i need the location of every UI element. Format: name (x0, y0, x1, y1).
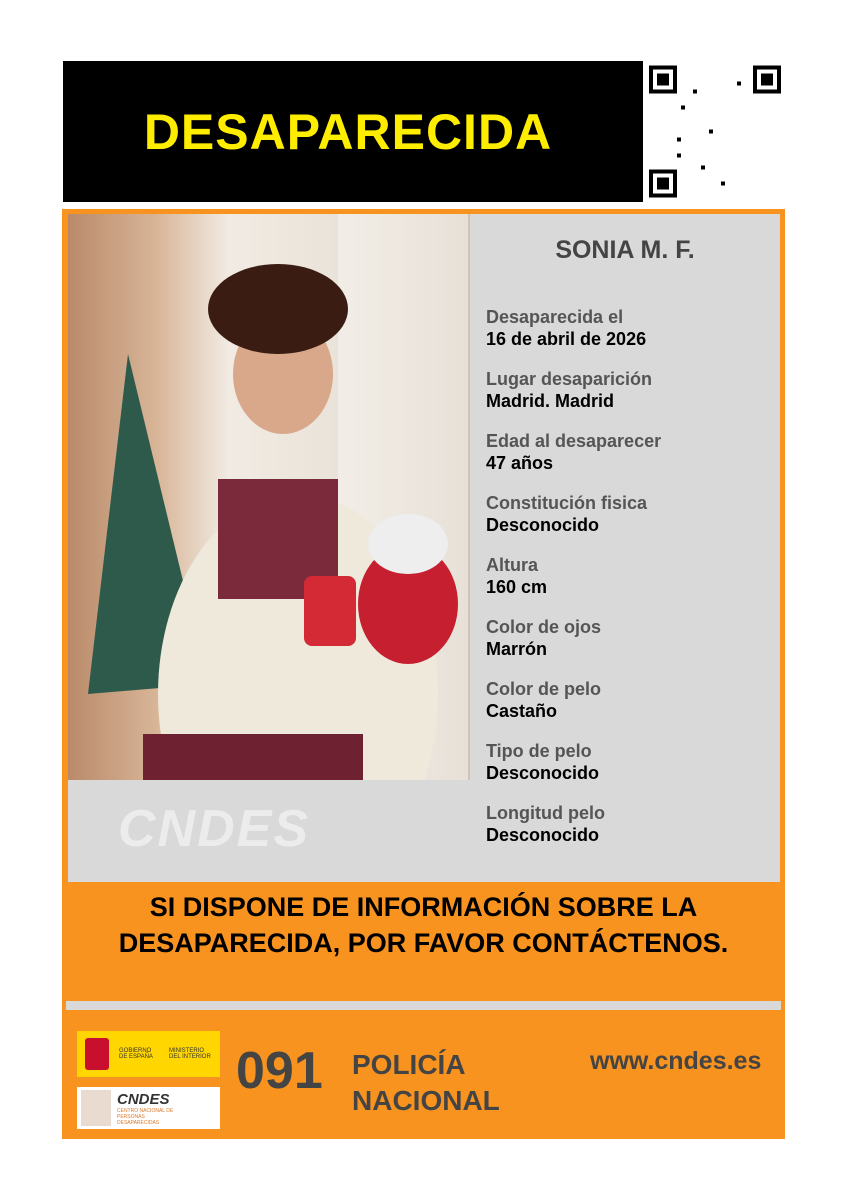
detail-value: 16 de abril de 2026 (486, 329, 647, 349)
person-name: SONIA M. F. (555, 236, 695, 264)
detail-label: Constitución fisica (486, 493, 648, 513)
detail-label: Color de ojos (486, 617, 602, 637)
detail-value: Marrón (486, 639, 548, 659)
detail-label: Desaparecida el (486, 307, 624, 327)
cndes-watermark: CNDES (118, 800, 311, 858)
qr-code-icon (649, 65, 781, 198)
poster-frame (62, 209, 785, 1139)
detail-value: 160 cm (486, 577, 548, 597)
title: DESAPARECIDA (143, 103, 553, 160)
detail-label: Color de pelo (486, 679, 602, 699)
detail-label: Altura (486, 555, 539, 575)
header-banner (63, 61, 643, 202)
police-line-2: NACIONAL (352, 1085, 500, 1116)
phone-number: 091 (236, 1042, 323, 1100)
detail-label: Lugar desaparición (486, 369, 653, 389)
detail-item (486, 430, 661, 492)
contact-message: SI DISPONE DE INFORMACIÓN SOBRE LA DESAPARECIDA, POR FAVOR CONTÁCTENOS. (118, 892, 729, 958)
detail-value: Desconocido (486, 763, 600, 783)
detail-label: Edad al desaparecer (486, 431, 662, 451)
detail-label: Longitud pelo (486, 803, 605, 823)
detail-value: Madrid. Madrid (486, 391, 615, 411)
detail-value: Castaño (486, 701, 558, 721)
info-panel (68, 214, 780, 882)
detail-item (486, 492, 661, 554)
detail-label: Tipo de pelo (486, 741, 592, 761)
detail-value: Desconocido (486, 825, 600, 845)
detail-item (486, 802, 661, 864)
detail-item (486, 616, 661, 678)
coat-of-arms-icon (85, 1038, 109, 1070)
detail-item (486, 368, 661, 430)
missing-person-photo (68, 214, 470, 780)
qr-code[interactable] (645, 61, 785, 202)
cndes-subtitle: CENTRO NACIONAL DE PERSONAS DESAPARECIDAS (117, 1107, 174, 1126)
detail-value: 47 años (486, 453, 554, 473)
coat-of-arms-icon (81, 1090, 111, 1126)
gov-label: GOBIERNO DE ESPAÑA (119, 1048, 153, 1060)
cndes-logo (77, 1087, 220, 1129)
police-line-1: POLICÍA (352, 1049, 466, 1080)
divider (66, 1001, 781, 1010)
detail-item (486, 306, 661, 368)
ministry-label: MINISTERIO DEL INTERIOR (169, 1048, 211, 1060)
police-label (352, 1047, 500, 1119)
cndes-logo-text: CNDES (117, 1090, 170, 1108)
details-list (486, 306, 661, 864)
detail-item (486, 740, 661, 802)
detail-item (486, 678, 661, 740)
website-link[interactable]: www.cndes.es (590, 1047, 762, 1075)
detail-item (486, 554, 661, 616)
gobierno-logo (77, 1031, 220, 1077)
detail-value: Desconocido (486, 515, 600, 535)
